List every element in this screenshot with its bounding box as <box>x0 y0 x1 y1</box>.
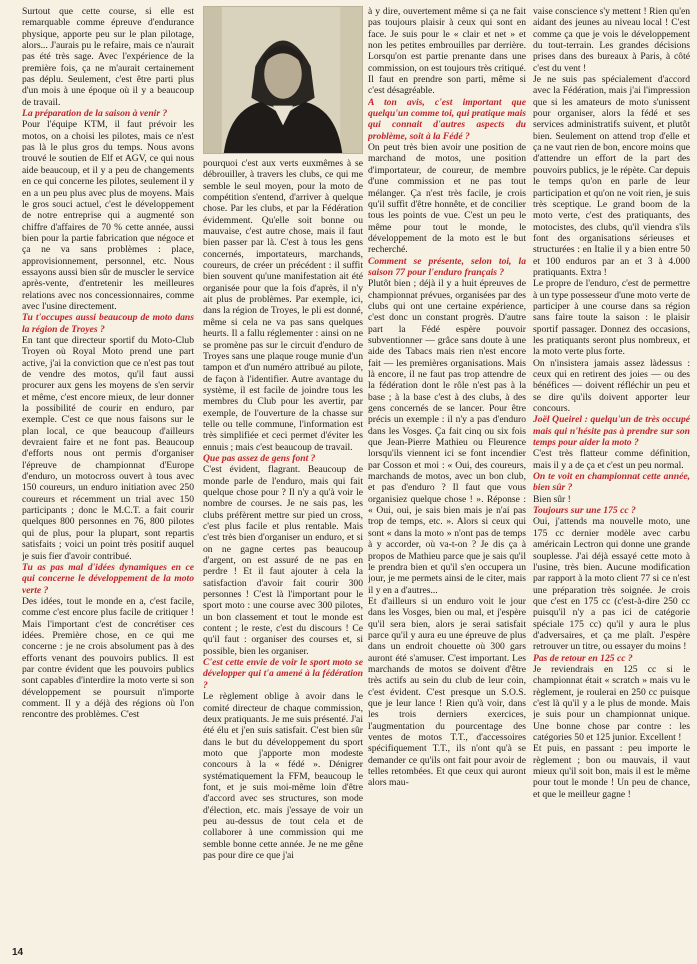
body-paragraph: On peut très bien avoir une position de marchand de motos, une position d'importateur, de coureur, de membre d'une commission et ne pas tout mélanger. Ça n'est très facile, je crois qu'il suffit d'être honnête, et de concilier tous les points de vue. C'est un peu le même pour tout le monde, le développement de la moto est le but recherché. <box>368 142 526 256</box>
body-paragraph: Le propre de l'enduro, c'est de permettre à un type possesseur d'une moto verte de participer à une course dans sa région sans faire toute la saison : le plaisir sportif passager. Donnez des occasions, les pratiquants seront plus nombreux, et la moto verte plus forte. <box>533 278 690 358</box>
interview-question: C'est cette envie de voir le sport moto se développer qui t'a amené à la fédération ? <box>203 657 363 691</box>
body-paragraph: Bien sûr ! <box>533 493 571 505</box>
body-paragraph: pourquoi c'est aux verts euxmêmes à se débrouiller, à travers les clubs, ce qui me semble le seul moyen, pour la moto de compétition s'entend, d'arriver à quelque chose. Par les clubs, et par la Fédération évidemment. Qu'elle soit bonne ou mauvaise, c'est autre chose, mais il faut bien passer par là. C'est à tous les gens concernés, importateurs, marchands, coureurs, de créer un précédent : il suffit bien souvent qu'une manifestation ait été organisée pour que la fois d'après, il n'y ait plus de problèmes. Par exemple, ici, dans la région de Troyes, le pli est donné, même si cela ne va pas sans quelques heurts. Il a fallu réglementer : ainsi on ne se promène pas sur le circuit d'enduro de Troyes sans une plaque rouge munie d'un tampon et d'un numéro attribué au pilote, de façon à l'identifier. Autre avantage du système, il est facile de joindre tous les membres du Club pour les avertir, par exemple, de l'ouverture de la chasse sur telle ou telle commune, l'information est très simplifiée et ceci permet d'éviter les ennuis ; mais c'est beaucoup de travail. <box>203 158 363 453</box>
interview-question: Pas de retour en 125 cc ? <box>533 652 633 664</box>
column-3 <box>368 6 526 930</box>
interview-question: Toujours sur une 175 cc ? <box>533 505 636 517</box>
interview-question: La préparation de la saison à venir ? <box>22 108 168 120</box>
body-paragraph: On n'insistera jamais assez làdessus : ceux qui en retirent des joies — ou des bénéfices — doivent réfléchir un peu et se dire qu'ils doivent apporter leur concours. <box>533 357 690 415</box>
interview-question: A ton avis, c'est important que quelqu'un comme toi, qui pratique mais qui connait d'autres aspects du problème, soit à la Fédé ? <box>368 96 526 142</box>
body-paragraph: Pour l'équipe KTM, il faut prévoir les motos, on a choisi les pilotes, mais ce n'est pas là le plus gros du temps. Nous avons trouvé le soutien de Elf et AGV, ce qui nous aide beaucoup, et il y a peu de changements en ce qui concerne les pilotes, seulement il y en a un peu plus avec plus de moyens. Mais le gros souci actuel, c'est le développement de notre entreprise qui a augmenté son chiffre d'affaires de 70 % cette année, aussi bien pour la partie fabrication que négoce et ça ne va sans problèmes : place, approvisionnement, personnel, etc. Nous essayons aussi bien sûr de muscler le service après-vente, d'entretenir les meilleures relations avec nos concessionnaires, comme avec l'usine directement. <box>22 119 194 312</box>
interview-question: Comment se présente, selon toi, la saison 77 pour l'enduro français ? <box>368 255 526 278</box>
body-paragraph: Je ne suis pas spécialement d'accord avec la Fédération, mais j'ai l'impression que si les amateurs de moto s'unissent pour organiser, alors la fédé et ses services administratifs suivent, et plutôt bien. Seulement on attend trop d'elle et ça ne vaut rien de bon, encore moins que d'attendre un effort de la part des pouvoirs publics, je le répète. Car depuis le temps qu'on en parle de leur participation et qu'on ne voit rien, je suis très sceptique. Le grand boom de la moto verte, c'est des pratiquants, des motocistes, des clubs, qu'il viendra s'ils font des organisations sérieuses et structurées : en Italie il y a bien entre 50 et 100 enduros par an et 3 à 4.000 pratiquants. Extra ! <box>533 74 690 278</box>
body-paragraph: C'est évident, flagrant. Beaucoup de monde parle de l'enduro, mais qui fait quelque chose pour ? Il n'y a qu'à voir le nombre de courses. Je ne sais pas, les clubs préfèrent mettre sur pied un cross, c'est plus facile et plus rentable. Mais c'est très bien d'organiser un enduro, et si on ne gagne certes pas beaucoup d'argent, on est assuré de ne pas en perdre ! Et il faut ajouter à cela la satisfaction d'avoir fait courir 300 personnes ! C'est là l'important pour le sport moto : une course avec 300 pilotes, un bon classement et tout le monde est content ; le reste, c'est du discours ! Ce qu'il faut : organiser des courses et, si possible, bien les organiser. <box>203 464 363 657</box>
interview-question: Tu t'occupes aussi beaucoup de moto dans la région de Troyes ? <box>22 312 194 335</box>
portrait-photo-icon <box>204 7 362 153</box>
column-1 <box>22 6 194 930</box>
column-4 <box>533 6 690 930</box>
column-2 <box>203 158 363 930</box>
body-paragraph: Oui, j'attends ma nouvelle moto, une 175 cc dernier modèle avec carbu américain Lectron qui donne une grande souplesse. J'ai déjà essayé cette moto à l'usine, très bien. Aucune modification par rapport à la moto client 77 si ce n'est une préparation très soignée. Je crois que c'est en 175 cc (c'est-à-dire 250 cc puisqu'il n'y a pas ici de catégorie spéciale 175 cc) qu'il y aura le plus d'adversaires, et ça me plaît. J'espère retrouver un titre, ou essayer du moins ! <box>533 516 690 653</box>
body-paragraph: En tant que directeur sportif du Moto-Club Troyen où Royal Moto prend une part active, j'ai la conviction que ce n'est pas tout de vendre des motos, qu'il faut aussi procurer aux gens les moyens de s'en servir et même, c'est encore mieux, de leur donner la possibilité de courir en enduro, par exemple. C'est ce que nous faisons sur le plan local, ce que beaucoup d'ailleurs devraient faire et ne font pas. Beaucoup d'efforts nous ont permis d'organiser l'épreuve de championnat d'Europe d'enduro, un motocross ouvert à tous avec 150 coureurs, un enduro initiation avec 250 coureurs et récemment un trial avec 150 participants ; donc le M.C.T. a fait courir quelques 800 personnes en 76, 800 pilotes qui de plus, pour la plupart, sont repartis satisfaits ; voici un point très positif auquel je suis fier d'avoir contribué. <box>22 334 194 562</box>
body-paragraph: Et puis, en passant : peu importe le règlement ; bon ou mauvais, il vaut mieux qu'il soit bon, mais il est le même pour tout le monde ! Un peu de chance, et que le meilleur gagne ! <box>533 743 690 800</box>
body-paragraph: Plutôt bien ; déjà il y a huit épreuves de championnat prévues, organisées par des clubs qui ont une certaine expérience, c'est donc un constant progrès. D'autre part la Fédé espère pouvoir subventionner — grâce sans doute à une aide des Tabacs mais rien n'est encore fait — les premières organisations. Mais là encore, il ne faut pas trop attendre de la fédération dont le rôle n'est pas à la base ; à la base c'est à des clubs, à des gens concernés de se lancer. Pour être précis un exemple : il n'y a pas d'enduro dans les Vosges. Ça fait cinq ou six fois que Jean-Pierre Mathieu ou Fleurence lorsqu'ils viennent ici se font incendier par Cosson et moi : « Oui, des coureurs, marchands de motos, avec un bon club, et pas d'enduro ? Il faut que vous organisiez quelque chose ! ». Réponse : « Oui, oui, je sais bien mais je n'ai pas trop de temps, etc. ». Alors si ceux qui sont « dans la moto » n'ont pas de temps à y accorder, où va-t-on ? Je dis ça à propos de Mathieu parce que je sais qu'il le prendra bien et qu'il s'en occupera un jour, je me permets ainsi de le citer, mais il y en a d'autres... <box>368 278 526 596</box>
body-paragraph: Le règlement oblige à avoir dans le comité directeur de chaque commission, deux pratiquants. Je me suis présenté. J'ai été élu et j'en suis satisfait. C'est bien sûr dans le but du développement du sport moto que j'apporte mon modeste concours à la « fédé ». Dénigrer systématiquement la FFM, beaucoup le font, et je suis moi-même loin d'être d'accord avec ses structures, son mode d'élection, etc. mais j'essaye de voir un peu au-dessus de tout cela et de collaborer à une commission qui me semble bonne cette année. Je ne me gêne pas pour dire ce que j'ai <box>203 691 363 861</box>
interview-question: Tu as pas mal d'idées dynamiques en ce qui concerne le développement de la moto verte ? <box>22 561 194 596</box>
body-paragraph: Des idées, tout le monde en a, c'est facile, comme c'est encore plus facile de critiquer ! Mais l'important c'est de concrétiser ces idées. Première chose, en ce qui me concerne : je ne crois absolument pas à des efforts venant des pouvoirs publics. Il est par contre évident que les pouvoirs publics sont capables d'interdire la moto verte si son développement se poursuit n'importe comment. Il y a déjà des régions où l'on rencontre des problèmes. C'est <box>22 595 194 721</box>
body-paragraph: Et d'ailleurs si un enduro voit le jour dans les Vosges, bien ou mal, et j'espère qu'il sera bien, alors je serai satisfait parce qu'il y aura eu une épreuve de plus dans un endroit chouette où 300 gars auront été s'amuser. C'est important. Les marchands de motos se doivent d'être très actifs au sein du club de leur coin, c'est évident. C'est presque un S.O.S. que je leur lance ! Rien qu'à voir, dans les trois derniers exercices, l'augmentation du pourcentage des ventes de motos T.T., d'accessoires spécifiquement T.T., ils n'ont qu'à se demander ce qu'ils ont fait pour avoir de telles retombées. Et que ceux qui auront alors mau- <box>368 595 526 789</box>
body-paragraph: Je reviendrais en 125 cc si le championnat était « scratch » mais vu le règlement, je roulerai en 250 cc puisque c'est là qu'il y a le plus de monde. Mais je suis pour un championnat unique. Une bonne chose par contre : les catégories 50 et 125 junior. Excellent ! <box>533 663 690 743</box>
interview-question: On te voit en championnat cette année, bien sûr ? <box>533 471 690 494</box>
body-paragraph: à y dire, ouvertement même si ça ne fait pas toujours plaisir à ceux qui sont en face. Je suis pour le « clair et net » et non les petites embrouilles par derrière. Lorsqu'on est partie prenante dans une commission, on est toujours très critiqué. Il faut en prendre son parti, même si c'est désagréable. <box>368 6 526 97</box>
interview-question: Joël Queirel : quelqu'un de très occupé mais qui n'hésite pas à prendre sur son temps pour aider la moto ? <box>533 414 690 449</box>
interview-question: Que pas assez de gens font ? <box>203 452 316 464</box>
body-paragraph: vaise conscience s'y mettent ! Rien qu'en aidant des jeunes au niveau local ! C'est comme ça que je vois le développement du tout-terrain. Les grandes décisions prises dans des bureaux à Paris, à côté c'est du vent ! <box>533 6 690 74</box>
body-paragraph: Surtout que cette course, si elle est remarquable comme épreuve d'endurance physique, apporte peu sur le plan pilotage, alors... J'aurais pu le refaire, mais ce n'aurait pas été très sage. Avec l'expérience de la première fois, ça ne m'aurait certainement pas déplu. Seulement, c'est être parti plus d'un mois à une époque où il y a beaucoup de travail. <box>22 6 194 108</box>
body-paragraph: C'est très flatteur comme définition, mais il y a de ça et c'est un peu normal. <box>533 448 690 471</box>
page-number: 14 <box>12 947 24 958</box>
portrait-photo <box>203 6 363 154</box>
